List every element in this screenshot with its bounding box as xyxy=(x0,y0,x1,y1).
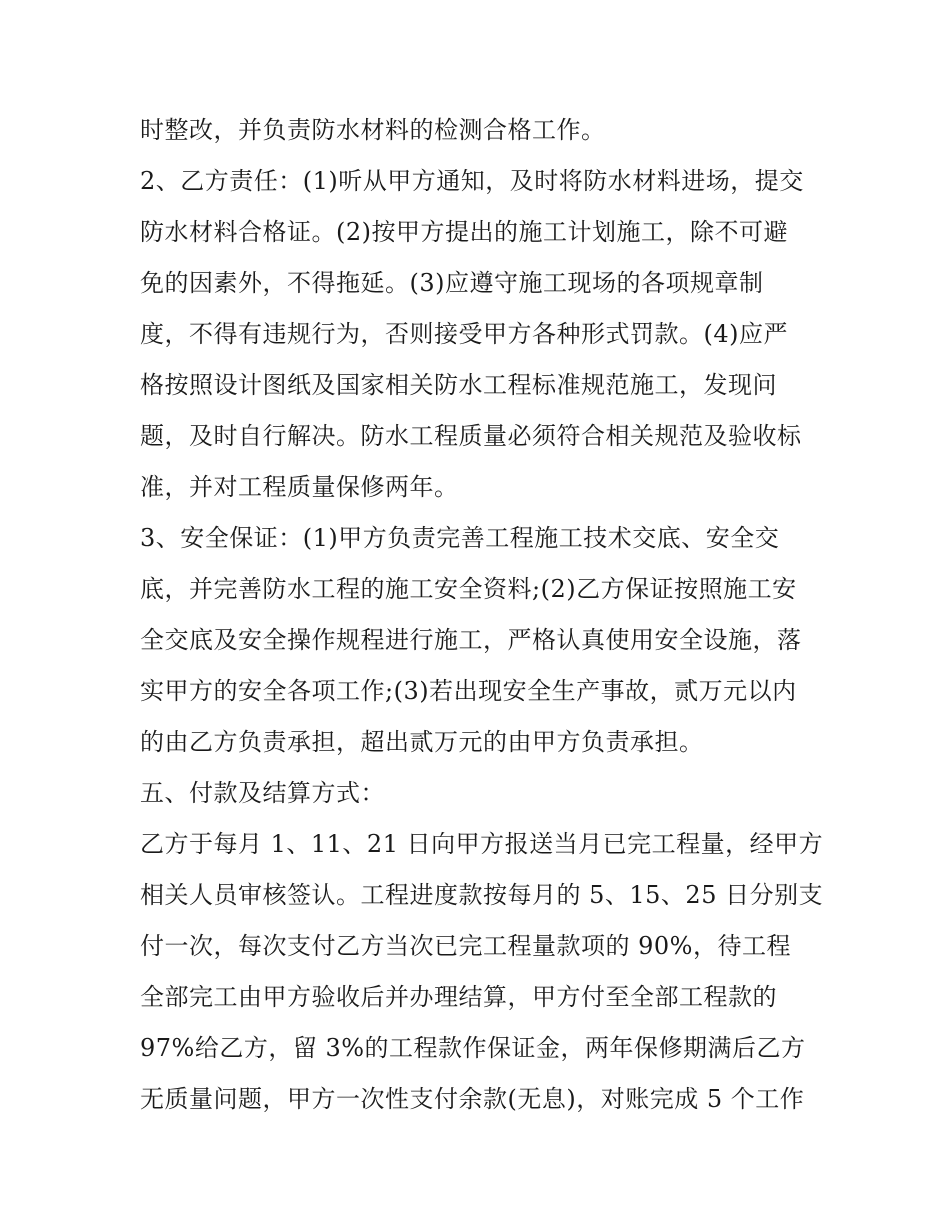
text-line: 全交底及安全操作规程进行施工，严格认真使用安全设施，落 xyxy=(140,626,802,654)
contract-text-block xyxy=(140,105,824,1125)
text-line: 免的因素外，不得拖延。(3)应遵守施工现场的各项规章制 xyxy=(140,269,764,297)
text-line: 底，并完善防水工程的施工安全资料;(2)乙方保证按照施工安 xyxy=(140,575,797,603)
text-line: 时整改，并负责防水材料的检测合格工作。 xyxy=(140,116,606,144)
text-line: 题，及时自行解决。防水工程质量必须符合相关规范及验收标 xyxy=(140,422,802,450)
text-line: 3、安全保证：(1)甲方负责完善工程施工技术交底、安全交 xyxy=(140,524,780,552)
text-line: 乙方于每月 1、11、21 日向甲方报送当月已完工程量，经甲方 xyxy=(140,830,824,858)
text-line: 全部完工由甲方验收后并办理结算，甲方付至全部工程款的 xyxy=(140,983,777,1011)
section-heading: 五、付款及结算方式： xyxy=(140,779,385,807)
text-line: 度，不得有违规行为，否则接受甲方各种形式罚款。(4)应严 xyxy=(140,320,788,348)
text-line: 2、乙方责任：(1)听从甲方通知，及时将防水材料进场，提交 xyxy=(140,167,804,195)
text-line: 格按照设计图纸及国家相关防水工程标准规范施工，发现问 xyxy=(140,371,777,399)
text-line: 97%给乙方，留 3%的工程款作保证金，两年保修期满后乙方 xyxy=(140,1034,806,1062)
text-line: 准，并对工程质量保修两年。 xyxy=(140,473,459,501)
text-line: 的由乙方负责承担，超出贰万元的由甲方负责承担。 xyxy=(140,728,704,756)
text-line: 相关人员审核签认。工程进度款按每月的 5、15、25 日分别支 xyxy=(140,881,824,909)
text-line: 防水材料合格证。(2)按甲方提出的施工计划施工，除不可避 xyxy=(140,218,788,246)
text-line: 实甲方的安全各项工作;(3)若出现安全生产事故，贰万元以内 xyxy=(140,677,797,705)
text-line: 无质量问题，甲方一次性支付余款(无息)，对账完成 5 个工作 xyxy=(140,1085,805,1113)
text-line: 付一次，每次支付乙方当次已完工程量款项的 90%，待工程 xyxy=(140,932,791,960)
